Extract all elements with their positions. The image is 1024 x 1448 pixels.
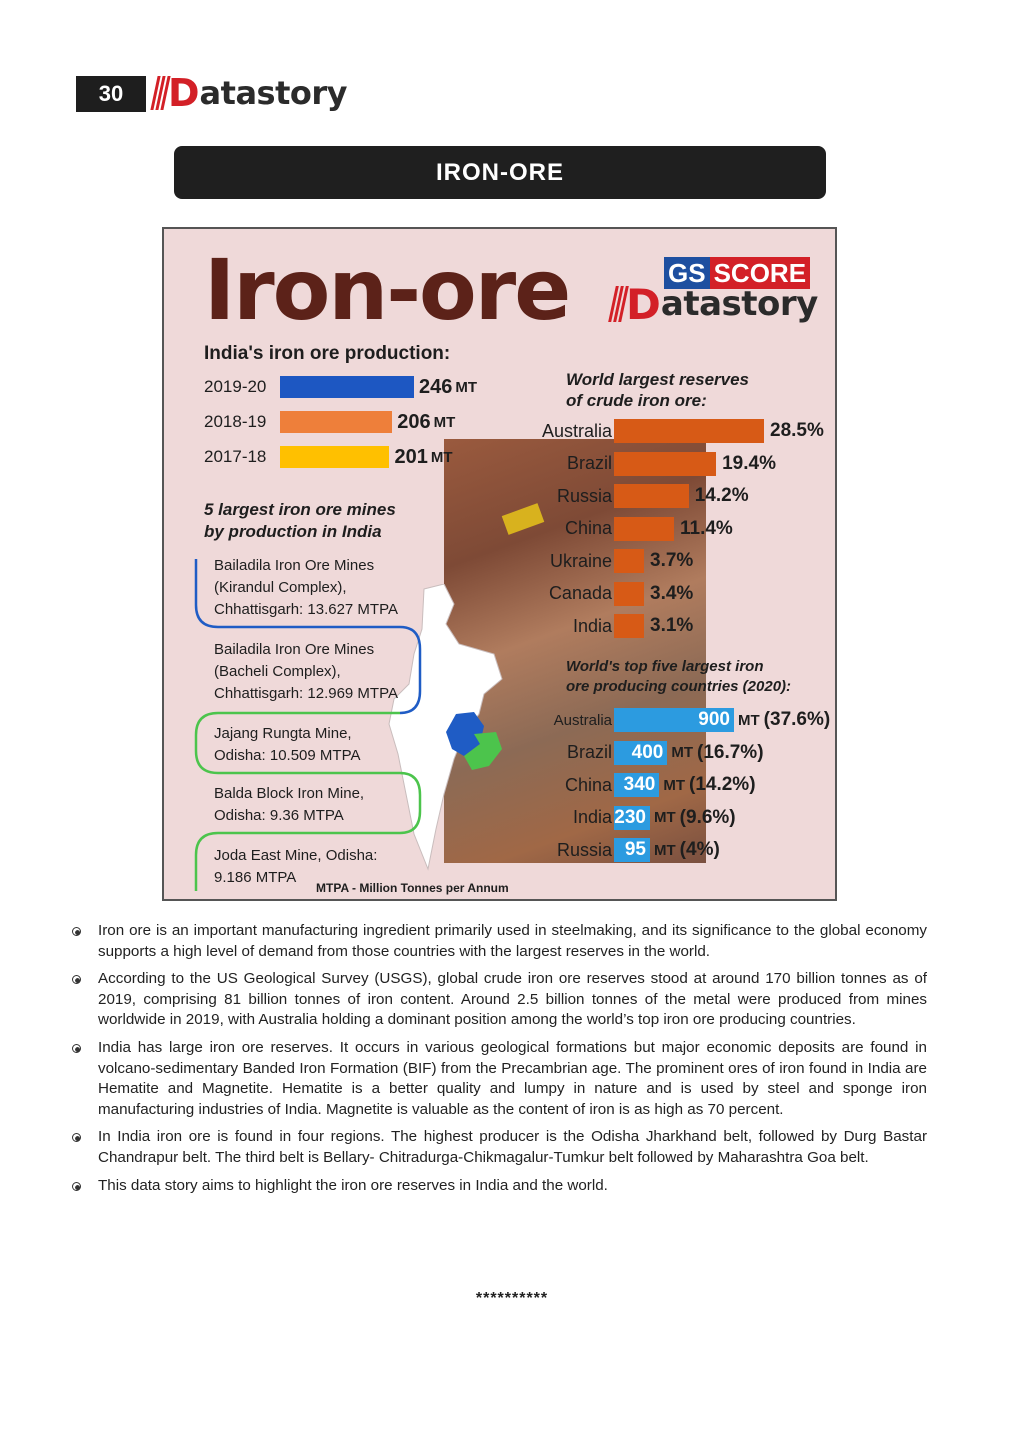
producer-row: [524, 708, 830, 732]
reserves-title-line1: World largest reserves: [566, 370, 749, 389]
production-value: 201: [394, 445, 428, 468]
reserves-row: [524, 517, 733, 541]
production-unit: MT: [433, 413, 456, 431]
producer-unit: MT: [663, 776, 685, 794]
reserves-country: China: [564, 518, 612, 538]
bullet-icon: [72, 1182, 81, 1191]
section-title: IRON-ORE: [174, 146, 826, 199]
reserves-country: Brazil: [566, 453, 612, 473]
reserves-bar: [614, 484, 689, 508]
mine-item-line2: (Bacheli Complex),: [214, 663, 341, 680]
mine-item-line2: Odisha: 9.36 MTPA: [214, 807, 344, 824]
bullet-item: [72, 1038, 927, 1120]
brand-initial: D: [168, 71, 200, 115]
footnote: MTPA - Million Tonnes per Annum: [316, 881, 509, 895]
production-unit: MT: [430, 448, 453, 466]
mine-item-line1: Joda East Mine, Odisha:: [214, 847, 378, 864]
producer-value: 95: [624, 839, 646, 860]
reserves-value: 3.1%: [650, 615, 694, 636]
producer-bar: [614, 708, 734, 732]
producer-unit: MT: [654, 841, 676, 859]
producer-percent: (16.7%): [697, 741, 764, 763]
brand-stripes-icon: [154, 76, 167, 110]
mine-item-line1: Bailadila Iron Ore Mines: [214, 557, 375, 574]
producer-value: 900: [698, 709, 730, 730]
producer-country: Australia: [553, 711, 612, 729]
reserves-row: [524, 582, 693, 606]
production-row: [204, 375, 477, 399]
mine-item-line3: Chhattisgarh: 13.627 MTPA: [214, 601, 398, 618]
bullet-item: [72, 969, 927, 1031]
page-number: 30: [76, 76, 146, 112]
mine-item-line3: Chhattisgarh: 12.969 MTPA: [214, 685, 398, 702]
reserves-country: Russia: [556, 485, 612, 506]
mine-item: [214, 555, 398, 621]
producer-row: [524, 806, 736, 830]
producer-bar: [614, 806, 650, 830]
bullet-icon: [72, 975, 81, 984]
producer-unit: MT: [654, 809, 676, 826]
reserves-value: 11.4%: [680, 517, 733, 539]
producer-bar: [614, 838, 650, 862]
producers-title-line2: ore producing countries (2020):: [566, 678, 792, 695]
bullet-item: [72, 1176, 927, 1197]
bullet-text: In India iron ore is found in four regions. The highest producer is the Odisha Jharkhand belt, followed by Durg Bastar Chandrapur belt. The third belt is Bellary- Chitradurga-Chikmagalur-Tumkur belt followed by Maharashtra Goa belt.: [98, 1128, 927, 1166]
mine-item-line2: Odisha: 10.509 MTPA: [214, 747, 361, 764]
producer-percent: (14.2%): [689, 774, 756, 795]
reserves-value: 19.4%: [722, 452, 776, 474]
production-year: 2017-18: [204, 447, 267, 466]
logo-initial: D: [626, 279, 661, 329]
mine-item-line1: Jajang Rungta Mine,: [214, 725, 352, 742]
brand-logo: [154, 70, 347, 116]
production-bar: [280, 446, 389, 468]
bullet-icon: [72, 927, 81, 936]
reserves-value: 3.7%: [650, 550, 694, 571]
reserves-country: Canada: [548, 583, 612, 603]
reserves-bar: [614, 419, 764, 443]
bullet-icon: [72, 1044, 81, 1053]
production-bar: [280, 376, 414, 398]
mine-item-line2: (Kirandul Complex),: [214, 579, 347, 596]
producer-row: [524, 838, 720, 862]
producer-unit: MT: [671, 744, 693, 761]
reserves-value: 3.4%: [650, 582, 694, 604]
brand-name: atastory: [199, 74, 347, 112]
reserves-row: [524, 614, 693, 638]
datastory-logo: [612, 281, 818, 327]
reserves-row: [524, 549, 693, 573]
reserves-country: Ukraine: [549, 550, 612, 571]
producer-percent: (9.6%): [679, 806, 736, 828]
producer-unit: MT: [738, 711, 760, 729]
producer-value: 230: [614, 806, 646, 828]
reserves-title: [566, 369, 749, 411]
logo-gs: GS: [664, 257, 710, 289]
producers-title: [566, 657, 791, 697]
brand-stripes-icon: [612, 286, 625, 322]
reserves-row: [524, 419, 824, 443]
production-row: [204, 445, 453, 469]
production-row: [204, 410, 455, 434]
production-value: 246: [419, 375, 453, 398]
bullet-text: This data story aims to highlight the iron ore reserves in India and the world.: [98, 1176, 608, 1194]
logo-rest: atastory: [660, 284, 818, 324]
reserves-bar: [614, 549, 644, 573]
mine-item: [214, 639, 398, 705]
end-marker: **********: [475, 1290, 549, 1307]
bullet-text: India has large iron ore reserves. It occurs in various geological formations but major economic deposits are found in volcano-sedimentary Banded Iron Formation (BIF) from the Precambrian age. The prominent ores of iron found in India are Hematite and Magnetite. Hematite is a better quality and lumpy in nature and is used by steel and sponge iron manufacturing industries of India. Magnetite is valuable as the content of iron is as high as 70 percent.: [98, 1038, 927, 1118]
mine-item-line1: Balda Block Iron Mine,: [214, 785, 365, 802]
reserves-row: [524, 452, 776, 476]
producer-country: Brazil: [566, 742, 612, 762]
production-year: 2018-19: [204, 412, 267, 431]
producer-country: China: [564, 774, 612, 795]
producer-value: 400: [631, 741, 664, 763]
reserves-country: India: [572, 615, 612, 636]
reserves-value: 28.5%: [770, 420, 824, 441]
producer-row: [524, 741, 764, 765]
reserves-bar: [614, 582, 644, 606]
reserves-country: Australia: [541, 420, 612, 441]
producer-bar: [614, 773, 659, 797]
reserves-row: [524, 484, 749, 508]
mine-item: [214, 723, 360, 767]
reserves-bar: [614, 452, 716, 476]
mine-item-line2: 9.186 MTPA: [214, 869, 297, 886]
mines-title-line2: by production in India: [204, 522, 382, 541]
reserves-bar: [614, 614, 644, 638]
producers-title-line1: World's top five largest iron: [566, 658, 764, 675]
mine-item-line1: Bailadila Iron Ore Mines: [214, 641, 375, 658]
mines-title-line1: 5 largest iron ore mines: [204, 500, 396, 519]
bullet-text: Iron ore is an important manufacturing ingredient primarily used in steelmaking, and its significance to the global economy supports a high level of demand from those countries with the largest reserves in the world.: [98, 922, 927, 960]
reserves-bar: [614, 517, 674, 541]
mines-title: [204, 499, 396, 543]
producer-country: India: [572, 807, 612, 827]
production-unit: MT: [455, 378, 478, 396]
logo-score: SCORE: [710, 257, 810, 289]
reserves-title-line2: of crude iron ore:: [566, 391, 707, 410]
production-value: 206: [397, 410, 431, 433]
bullet-item: [72, 1127, 927, 1168]
producer-value: 340: [623, 774, 656, 795]
production-year: 2019-20: [204, 377, 267, 396]
producer-bar: [614, 741, 667, 765]
bullet-list: [72, 921, 927, 1203]
bullet-text: According to the US Geological Survey (USGS), global crude iron ore reserves stood at around 170 billion tonnes as of 2019, comprising 81 billion tonnes of iron content. Around 2.5 billion tonnes of the metal were produced from mines worldwide in 2019, with Australia holding a dominant position among the world’s top iron ore producing countries.: [98, 970, 927, 1029]
producer-percent: (37.6%): [763, 709, 831, 730]
iron-ore-infographic: [162, 227, 837, 901]
infographic-title: Iron-ore: [204, 241, 570, 339]
producer-country: Russia: [556, 839, 612, 860]
bullet-icon: [72, 1133, 81, 1142]
producer-percent: (4%): [679, 839, 720, 860]
producer-row: [524, 773, 756, 797]
mine-item: [214, 783, 364, 827]
production-title: India's iron ore production:: [204, 343, 451, 364]
production-bar: [280, 411, 392, 433]
bullet-item: [72, 921, 927, 962]
reserves-value: 14.2%: [694, 485, 749, 506]
